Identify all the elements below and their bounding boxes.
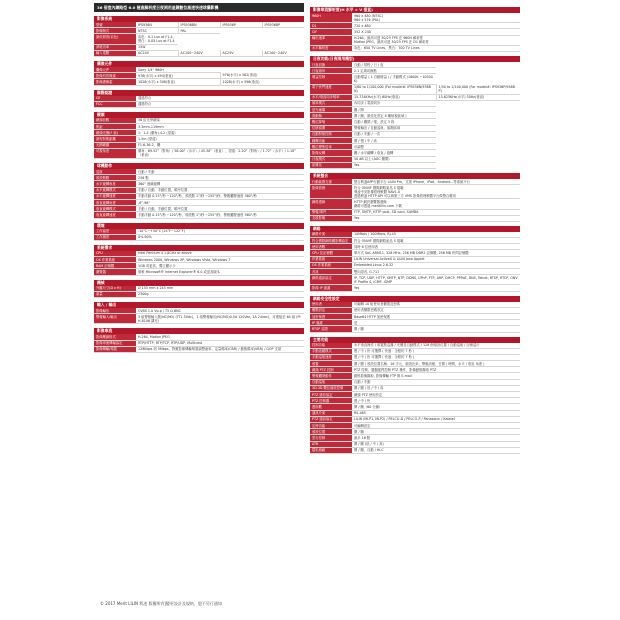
spec-row xyxy=(94,101,304,107)
spec-label: 作業系統 xyxy=(310,256,352,262)
spec-value: 手動手動 0.15°/秒 ~120°/秒，預設點 1°/秒 ~255°/秒，警報觸發速度 360°/秒 xyxy=(136,193,304,199)
spec-value: 3.3mm-119mm xyxy=(136,124,304,130)
spec-label: 可視角度 xyxy=(94,148,136,158)
spec-value: 使用者權限密碼設定 xyxy=(352,307,520,313)
spec-value: 352 X 240 xyxy=(352,29,520,35)
spec-row xyxy=(310,447,520,453)
section-title: 日夜功能(日夜兩用機型) xyxy=(310,56,520,62)
spec-label: 翻轉功能 xyxy=(310,138,352,144)
spec-value: 15W xyxy=(136,44,178,50)
spec-value: 彩色：650 TV Lines，黑白：700 TV Lines xyxy=(352,45,520,51)
spec-label: 最短對焦距離 xyxy=(94,136,136,142)
spec-value: CVBS 1.0 Vp-p / 75 Ω BNC xyxy=(136,308,304,314)
spec-label: 警報/事件 xyxy=(310,209,352,215)
spec-row xyxy=(94,314,304,324)
spec-row xyxy=(310,74,520,84)
spec-value: 最多 16 點 xyxy=(352,435,520,441)
spec-value: 976(水平) x 582(垂直) xyxy=(220,73,304,79)
spec-label: 訊雜比 xyxy=(310,162,352,168)
spec-value: Sony 1/4" 960H xyxy=(136,67,220,73)
spec-row xyxy=(94,148,304,158)
spec-value: 關 / 開 xyxy=(352,107,436,113)
section-title: 鏡頭 xyxy=(94,112,304,118)
spec-label: 隱私遮蔽 xyxy=(310,447,352,453)
spec-label: 影像傳輸/頻寬 xyxy=(94,346,136,352)
spec-value: IP, TCP, UDP, HTTP, SMTP, NTP, DDNS, UPnP, FTP, ARP, DHCP, PPPoE, DNS, Telnet, RTSP, RTCP, ONVIF Profile S, ICMP, IGMP xyxy=(352,275,520,285)
spec-label: 手動追蹤模式 xyxy=(310,348,352,354)
spec-label: 水平旋轉速度 xyxy=(94,193,136,199)
spec-value: IPS936P xyxy=(220,22,262,28)
spec-value: 50 dB 以上 (AGC 關閉) xyxy=(352,156,436,162)
spec-value: IPS936BN xyxy=(178,22,220,28)
spec-table xyxy=(94,118,304,159)
spec-value: 3 組警報輸入點(NC/NO) (TTL 5Vdc)，1 組警報輸出(NC/NO)0.5A 120Vac, 1A 24vac)，可連接至 64 組 (PIH-8106 擴充) xyxy=(136,314,304,324)
spec-label: 行動裝置支援 xyxy=(310,179,352,185)
spec-value: AC24V xyxy=(220,50,262,56)
spec-value: 開 / 關 ( 預設位置名稱：16 字元，縮放比率，警報訊號，日期 / 時間，水平 / 垂直 角度 ) xyxy=(352,361,520,367)
spec-value: 開 / 慢 / 中 / 高 xyxy=(352,138,436,144)
spec-value: 10Mbps / 100Mbps, RJ-45 xyxy=(352,232,520,238)
spec-label: 增益控制 xyxy=(310,74,352,84)
spec-value: AC100~240V xyxy=(178,50,220,56)
spec-value: 1/60 to 1/100,000 (For model#: IPS936N/936BN) xyxy=(352,84,436,94)
spec-label: 瀏覽器 xyxy=(94,269,136,275)
spec-label: 網路連線 xyxy=(310,199,352,209)
spec-value: 自動 / 手動 / 一次 xyxy=(352,131,436,137)
spec-label: 預設位置 xyxy=(310,429,352,435)
spec-value: 慢 / 中 / 快 xyxy=(352,398,520,404)
spec-value: 慢 / 中 / 快 可選擇 ( 快速：全程約 7 秒 ) xyxy=(352,354,520,360)
spec-label: OS 作業系統 xyxy=(94,257,136,263)
section-title: 系統整合 xyxy=(310,173,520,179)
spec-row xyxy=(310,84,520,94)
spec-value: Ø 155 mm x 245 mm xyxy=(136,286,304,292)
right-spec-sections xyxy=(310,7,520,454)
spec-label: 手動巡航速度 xyxy=(310,354,352,360)
spec-label: 鏡頭光圈(F 值) xyxy=(94,130,136,136)
spec-table xyxy=(310,62,520,169)
spec-label: 鏡頭 PTZ 控制 xyxy=(310,367,352,373)
left-column xyxy=(94,3,304,353)
spec-label: PTZ 控制器 xyxy=(310,398,352,404)
spec-value: Yes xyxy=(352,162,436,168)
spec-label: 控制功能 xyxy=(310,343,352,349)
spec-label: 雲台控制 xyxy=(310,435,352,441)
spec-label: 焦距 xyxy=(94,124,136,130)
spec-value: 256 點 xyxy=(136,175,304,181)
spec-value: 自動 / 排程 / 日 / 夜 xyxy=(352,62,436,68)
spec-value: PAL xyxy=(178,28,220,34)
spec-label: CE xyxy=(94,96,136,102)
spec-value: 開 / 關 xyxy=(352,326,520,332)
spec-label: 警報輸入/輸出 xyxy=(94,314,136,324)
spec-label: 垂直旋轉速度 xyxy=(94,212,136,218)
section-title: 國際認證 xyxy=(94,90,304,96)
spec-value: 360° 連續旋轉 xyxy=(136,181,304,187)
spec-value: Yes xyxy=(352,285,520,291)
spec-label: 日夜模式 xyxy=(310,156,352,162)
spec-value: 1.5m (望遠) xyxy=(136,136,304,142)
spec-label: 網路介面 xyxy=(310,232,352,238)
spec-label: 巡航 xyxy=(94,169,136,175)
spec-label: 影像總像素 xyxy=(94,79,136,85)
copyright-footer: © 2017 Merit LILIN 利凌 版權所有|變更設計及規格，恕不另行通知 xyxy=(100,601,222,606)
spec-value: 1028(水平) x 596(垂直) xyxy=(220,79,304,85)
spec-value: Embedded Linux 2.6.32 xyxy=(352,262,520,268)
spec-row xyxy=(310,185,520,199)
spec-label: 影像輸出 xyxy=(94,308,136,314)
spec-value: IPS936N xyxy=(136,22,178,28)
spec-value: H.264，最高可達 30/25 FPS 在 960H 解析度 Motion JPEG，最高可達 30/25 FPS 在 D1 解析度 xyxy=(352,35,520,45)
spec-value: -6°-96° xyxy=(136,199,304,205)
section-title: 機械 xyxy=(94,280,304,286)
spec-value: 警報輸出 / 自動巡航，偵測區域 xyxy=(352,125,436,131)
spec-value: HTTP 網頁瀏覽器連線 網路可透過 meritlilin.com 下載 xyxy=(352,199,520,209)
section-title: 網路安全性設定 xyxy=(310,296,520,302)
spec-value: 開 / 關，自動 / HLC xyxy=(352,447,520,453)
spec-label: 水平旋轉模式 xyxy=(94,187,136,193)
spec-value: 自動 / 手動 xyxy=(352,379,520,385)
spec-label: 位移偵測 xyxy=(310,125,352,131)
spec-label: 垂直旋轉角度 xyxy=(94,199,136,205)
spec-label: 重量 xyxy=(94,291,136,297)
spec-row xyxy=(94,346,304,352)
spec-label: RTSP 認證 xyxy=(310,326,352,332)
spec-value: 可編輯 10 組使用者權限及密碼 xyxy=(352,302,520,308)
spec-row xyxy=(310,215,520,221)
spec-value: 開 / 關 xyxy=(352,429,520,435)
spec-label: 光圈範圍 xyxy=(94,142,136,148)
spec-row xyxy=(94,50,304,56)
spec-value: FTP, SMTP, HTTP post, SD card, SAMBA xyxy=(352,209,520,215)
spec-value: AC24V xyxy=(136,50,178,56)
spec-label: 影像制式 xyxy=(94,28,136,34)
spec-value: 廣角：69.52°（對角）/ 58.00°（水平）/ 45.30°（垂直），望遠：2.20°（對角）/ 1.72°（水平）/ 1.18°（垂直） xyxy=(136,148,304,158)
spec-row xyxy=(310,275,520,285)
spec-value: 1028(水平) x 508(垂直) xyxy=(136,79,220,85)
spec-label: 水平解析度 xyxy=(310,45,352,51)
spec-value: 960 x 480 (NTSC) 960 x 576 (PAL) xyxy=(352,13,520,23)
spec-table xyxy=(310,232,520,292)
spec-label: 日夜切換 xyxy=(310,62,352,68)
spec-value: 開 / 關 (低 / 中 / 高) xyxy=(352,441,520,447)
spec-label: 支援影像 xyxy=(310,215,352,221)
spec-label: 權限設定 xyxy=(310,307,352,313)
spec-label: 預置 xyxy=(310,361,352,367)
spec-label: ATR xyxy=(310,441,352,447)
spec-label: 自動對焦控制 xyxy=(310,131,352,137)
spec-value: 128Kbps 到 5Mbps，對應影像傳輸頻寬調整流率，定量碼率(CBR) / 動態碼率(VBR) / GOP 支援 xyxy=(136,346,304,352)
spec-table xyxy=(94,96,304,108)
spec-label: 影像反轉 xyxy=(310,150,352,156)
spec-row xyxy=(94,34,304,44)
spec-value: 微軟 Microsoft® Internet Explorer® 6.0 或更高版本 xyxy=(136,269,304,275)
spec-label: 型號 xyxy=(94,22,136,28)
spec-value: 1/50 to 1/100,000 (For model#: IPS936P/936BP) xyxy=(436,84,520,94)
spec-label: 網路通訊協定 xyxy=(310,275,352,285)
spec-value: 720 x 480 xyxy=(352,23,520,29)
spec-value: Yes xyxy=(352,215,520,221)
spec-value: 通過符合 xyxy=(136,101,304,107)
spec-label: 影像有效像素 xyxy=(94,73,136,79)
spec-row xyxy=(94,212,304,218)
spec-value: 可調整 xyxy=(352,144,436,150)
spec-label: RAM 記憶體 xyxy=(94,263,136,269)
spec-value: 15.734KHz(水平) 60Hz(垂直) xyxy=(352,94,436,100)
spec-label: 水平旋轉角度 xyxy=(94,181,136,187)
document-header: 36 倍室內網路型 6.0 極高解析度日夜兩用星鏡數位高速快速球攝影機 xyxy=(94,3,304,12)
spec-value: PTZ 控制，鍵盤搖桿控制 PTZ 操作，影像動態擷取 PTZ xyxy=(352,367,520,373)
spec-label: 使用者數 xyxy=(310,244,352,250)
spec-row xyxy=(310,162,520,168)
spec-value: 2.1 定義切換點 xyxy=(352,68,436,74)
spec-label: CPU xyxy=(94,251,136,257)
spec-value: 單片式 SoC ARM11, 528 MHz, 256 MB DDR2 記憶體, 256 MB 快閃記憶體 xyxy=(352,250,520,256)
spec-table xyxy=(94,286,304,298)
spec-value: 36 倍光學鏡頭 xyxy=(136,118,304,124)
spec-row xyxy=(94,234,304,240)
section-title: 環境 xyxy=(94,223,304,229)
spec-label: 垂直旋轉模式 xyxy=(94,206,136,212)
section-title: 主要功能 xyxy=(310,337,520,343)
spec-label: 影像 IP 過濾 xyxy=(310,285,352,291)
spec-label: 畫面數 xyxy=(310,404,352,410)
spec-label: 定時功能 xyxy=(310,422,352,428)
spec-value: AC100~240V xyxy=(262,50,304,56)
spec-row xyxy=(310,285,520,291)
section-title: 系統需求 xyxy=(94,245,304,251)
spec-value: H.264, Motion JPEG xyxy=(136,334,304,340)
section-title: 輸入 / 輸出 xyxy=(94,302,304,308)
spec-label: 符合國際網路攝影機協定 xyxy=(310,238,352,244)
spec-value: 手動 / 自動，手動位置，順序位置 xyxy=(136,187,304,193)
spec-table xyxy=(94,169,304,219)
spec-label: 最低照度(彩色) xyxy=(94,34,136,44)
spec-value: F1.6-36.2，關 xyxy=(136,142,304,148)
spec-row xyxy=(94,269,304,275)
spec-value: LILIN (MLP1, MLP2) / PELCO-D / PELCO-P / Panasonic / Kalatel xyxy=(352,416,520,422)
left-spec-sections xyxy=(94,16,304,353)
spec-label: 工作濕度 xyxy=(94,234,136,240)
spec-label: 預設點數 xyxy=(94,175,136,181)
spec-table xyxy=(94,229,304,241)
spec-label: 外觀尺寸(D x H) xyxy=(94,286,136,292)
spec-row xyxy=(310,199,520,209)
spec-table xyxy=(94,67,304,86)
spec-label: 使用者 xyxy=(310,302,352,308)
spec-value: Windows 2000, Windows XP, Windows Vista, Windows 7 xyxy=(136,257,304,263)
spec-value: 976(水平) x 494(垂直) xyxy=(136,73,220,79)
spec-label: 通訊介面 xyxy=(310,410,352,416)
spec-label: 水平/垂直同步頻率 xyxy=(310,94,352,100)
spec-table xyxy=(310,343,520,454)
spec-value: -10°C~+50°C (14°F~122°F) xyxy=(136,229,304,235)
spec-value: 15.625KHz(水平) 50Hz(垂直) xyxy=(436,94,520,100)
spec-value: 開 / 關，最佳化設定 8 種檢視區域 ) xyxy=(352,113,436,119)
spec-label: 電子快門速度 xyxy=(310,84,352,94)
spec-label: 影像壓縮格式 xyxy=(94,334,136,340)
section-title: 影像串流解析度(H 水平 × V 垂直) xyxy=(310,7,520,13)
spec-value: 開 / 關 / 低 / 中 / 高 xyxy=(352,385,520,391)
spec-label: 工作溫度 xyxy=(94,229,136,235)
spec-value: 1：1.4 (廣角)-4.2 (望遠) xyxy=(136,130,304,136)
spec-value: 開 / 關（60 分鐘） xyxy=(352,404,520,410)
spec-label: 加密保護 xyxy=(310,313,352,319)
spec-value: LILIN Universal ActiveX & LILIN Java Applet xyxy=(352,256,520,262)
spec-label: 消耗功率 xyxy=(94,44,136,50)
spec-label: 警報觸發動作 xyxy=(310,373,352,379)
spec-value: Base64 HTTP 加密保護 xyxy=(352,313,520,319)
section-title: 影像串流 xyxy=(94,328,304,334)
section-title: 影像系統 xyxy=(94,16,304,22)
spec-value: 內同步 / 電源同步 xyxy=(352,100,436,106)
spec-row xyxy=(94,291,304,297)
spec-label: 寬動態 xyxy=(310,113,352,119)
spec-row xyxy=(310,35,520,45)
spec-label: 影像串流傳輸協定 xyxy=(94,340,136,346)
spec-label: PTZ 通信協定 xyxy=(310,392,352,398)
spec-table xyxy=(94,251,304,276)
spec-table xyxy=(310,179,520,222)
spec-value: 2300g xyxy=(136,291,304,297)
spec-label: CIF xyxy=(310,29,352,35)
spec-value: IPS936BP xyxy=(262,22,304,28)
spec-table xyxy=(94,22,304,57)
spec-value: 手動 / 自動，手動位置，順序位置 xyxy=(136,206,304,212)
spec-label: CPU 及記憶體 xyxy=(310,250,352,256)
spec-label: D1 xyxy=(310,23,352,29)
spec-row xyxy=(94,79,304,85)
spec-value: 符合 ONVIF 國際網路產品 S 規範 xyxy=(352,238,520,244)
section-title: 網路 xyxy=(310,226,520,232)
spec-label: 960H xyxy=(310,13,352,23)
spec-label: 音訊 xyxy=(310,269,352,275)
spec-label: 日夜兩用 xyxy=(310,68,352,74)
spec-value: RS-485 xyxy=(352,410,520,416)
right-column xyxy=(310,3,520,454)
spec-value: 自動 / 手動 xyxy=(136,169,304,175)
spec-value: 手動手動 0.15°/秒 ~120°/秒，預設點 1°/秒 ~255°/秒，警報觸發速度 360°/秒 xyxy=(136,212,304,218)
spec-value: 雙向語音, G.711 xyxy=(352,269,520,275)
spec-value: 慢 / 中 / 快 可選擇 ( 快速：全程約 7 秒 ) xyxy=(352,348,520,354)
spec-value: 可編輯設定 xyxy=(352,422,520,428)
spec-value: 關 / 水平翻轉 / 垂直 / 旋轉 xyxy=(352,150,436,156)
spec-value: 自動 / 關閉 / 強，設定 3 段 xyxy=(352,119,436,125)
spec-value: 鏡頭 PTZ 使用設定 xyxy=(352,392,520,398)
spec-label: 數位變焦倍率 xyxy=(310,144,352,150)
spec-label: 自動巡航 xyxy=(310,379,352,385)
spec-value: NTSC xyxy=(136,28,178,34)
spec-label: OS 作業系統 xyxy=(310,262,352,268)
section-title: 攝像元件 xyxy=(94,61,304,67)
spec-value: 彩色：0.1 Lux at F1.4，黑白：0.05 Lux at F1.4 xyxy=(136,34,178,44)
spec-value: 同時 8 位使用者 xyxy=(352,244,520,250)
spec-label: PTZ 通訊協定 xyxy=(310,416,352,422)
spec-table xyxy=(310,302,520,333)
spec-table xyxy=(94,308,304,324)
spec-label: 輸出速率 xyxy=(310,35,352,45)
spec-label: 逆光補償 xyxy=(310,107,352,113)
spec-label: IP 過濾 xyxy=(310,320,352,326)
spec-value: 符合 ONVIF 國際網路產品 S 規範 利凌中央影像管理軟體 NAV1.0 透過利凌 HTTP API 可以與第三方 VMS 影像管理軟體平台做整合應用 xyxy=(352,185,520,199)
spec-label: 鏡頭倍數 xyxy=(94,118,136,124)
spec-value: 自動增益 ( 1 自動增益 ) / 手動模式 (1800K ~10500K) xyxy=(352,74,436,84)
spec-label: 傾斜模式 xyxy=(310,100,352,106)
spec-value: 1GB 或更高，獨立顯示卡 xyxy=(136,263,304,269)
spec-value: 是 xyxy=(352,320,520,326)
spec-row xyxy=(310,45,520,51)
spec-value: Intel Pentium 4 1.8GHz or above xyxy=(136,251,304,257)
spec-table xyxy=(310,13,520,52)
spec-value: 整合利凌APP行動平台 LILIN Pro，支援 iPhone、iPad、Android...等系統平台 xyxy=(352,179,520,185)
spec-value: 動態影像擷取, 影像傳輸 FTP 與 E-mail xyxy=(352,373,520,379)
spec-value: 水平垂直操作 / 預置點巡邏 / 光圈及自動模式 / 128 個預設位置 / 自動巡航 / 記憶巡行 xyxy=(352,343,520,349)
spec-value: 通過符合 xyxy=(136,96,304,102)
spec-table xyxy=(94,334,304,353)
spec-row xyxy=(310,13,520,23)
spec-label: 3D-3D 數位縮放控制 xyxy=(310,385,352,391)
spec-label: 攝像元件 xyxy=(94,67,136,73)
spec-label: FCC xyxy=(94,101,136,107)
spec-row xyxy=(310,326,520,332)
spec-label: 影像管理 xyxy=(310,185,352,199)
spec-label: 數位降噪 xyxy=(310,119,352,125)
spec-value: 0%-90% xyxy=(136,234,304,240)
spec-value: RTP/HTTP, RTP/TCP, RTP/UDP, Multicast xyxy=(136,340,304,346)
section-title: 球機動作 xyxy=(94,163,304,169)
spec-label: 輸入電壓 xyxy=(94,50,136,56)
